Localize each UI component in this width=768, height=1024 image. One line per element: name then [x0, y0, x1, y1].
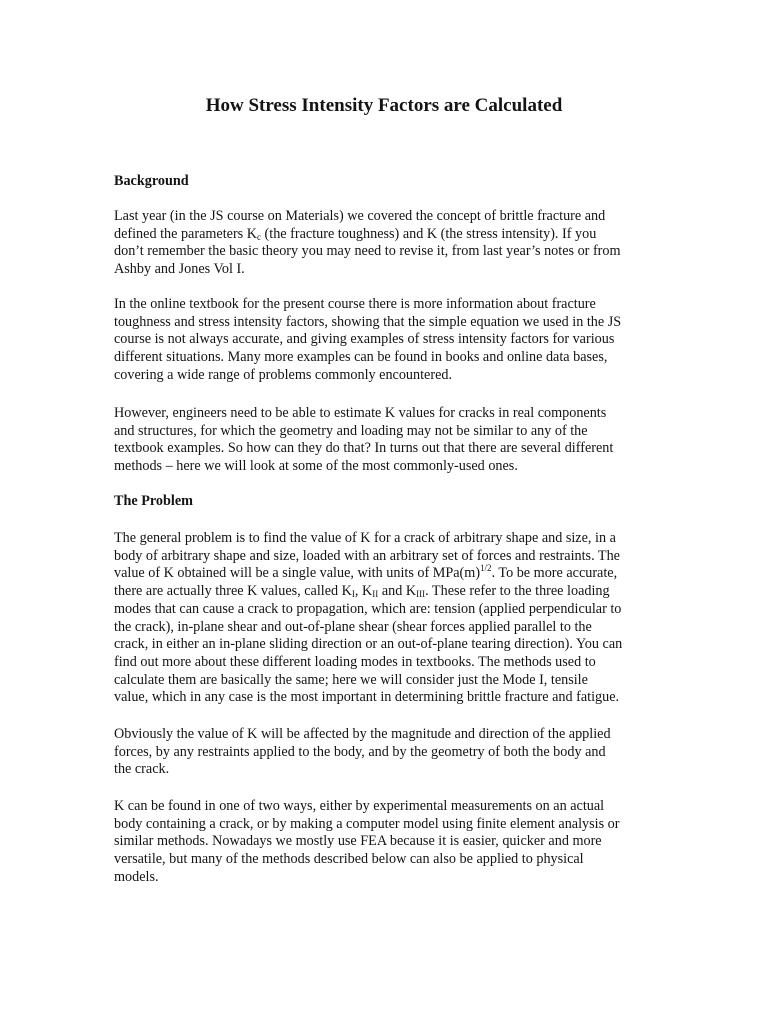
text-line: The general problem is to find the value of K for a crack of arbitrary shape and size, in a: [114, 530, 616, 546]
text-line: value, which in any case is the most important in determining brittle fracture and fatigue.: [114, 689, 620, 706]
text-line: methods – here we will look at some of the most commonly-used ones.: [114, 458, 518, 475]
paragraph-background-1: [114, 208, 714, 279]
text-line: calculate them are basically the same; here we will consider just the Mode I, tensile: [114, 671, 588, 688]
text-line: In the online textbook for the present course there is more information about fracture: [114, 296, 596, 312]
paragraph-background-3: [114, 405, 714, 476]
section-heading-problem: The Problem: [114, 493, 193, 509]
text-line: find out more about these different loading modes in textbooks. The methods used to: [114, 653, 596, 670]
text-line: versatile, but many of the methods described below can also be applied to physical: [114, 851, 584, 868]
text-line: Ashby and Jones Vol I.: [114, 261, 245, 278]
text-line: modes that can cause a crack to propagation, which are: tension (applied perpendicular to: [114, 600, 622, 617]
text-line: Last year (in the JS course on Materials) we covered the concept of brittle fracture and: [114, 208, 606, 224]
paragraph-background-2: [114, 296, 714, 385]
text-line: Obviously the value of K will be affected by the magnitude and direction of the applied: [114, 726, 611, 742]
text-line: body of arbitrary shape and size, loaded with an arbitrary set of forces and restraints. The: [114, 547, 620, 564]
paragraph-problem-2: [114, 726, 714, 779]
text-line: covering a wide range of problems commonly encountered.: [114, 366, 453, 383]
subscript: III: [416, 589, 426, 600]
document-title: How Stress Intensity Factors are Calculated: [205, 95, 563, 116]
text-line: defined the parameters $K_c$ (the fracture toughness) and K (the stress intensity). If you: [114, 225, 597, 242]
text-line: different situations. Many more examples can be found in books and online data bases,: [114, 349, 608, 366]
text-line: the crack), in-plane shear and out-of-plane shear (shear forces applied parallel to the: [114, 618, 592, 635]
subscript: I: [351, 589, 355, 600]
text-line: similar methods. Nowadays we mostly use FEA because it is easier, quicker and more: [114, 833, 602, 850]
text-line: textbook examples. So how can they do that? In turns out that there are several different: [114, 440, 614, 457]
subscript: c: [257, 231, 261, 242]
text-line: However, engineers need to be able to estimate K values for cracks in real components: [114, 405, 607, 421]
paragraph-problem-3: [114, 798, 714, 887]
text-line: the crack.: [114, 761, 170, 778]
superscript: 1/2: [480, 563, 492, 574]
text-line: there are actually three K values, called $K_I$, $K_{II}$ and $K_{III}$. These refer to the three loading: [114, 583, 610, 600]
paragraph-problem-1: [114, 530, 714, 707]
text-line: don’t remember the basic theory you may need to revise it, from last year’s notes or from: [114, 243, 621, 260]
section-heading-background: Background: [114, 173, 189, 189]
text-line: body containing a crack, or by making a computer model using finite element analysis or: [114, 815, 620, 832]
text-line: value of K obtained will be a single value, with units of $MPa(m)^{1/2}$. To be more accurate,: [114, 563, 618, 582]
text-line: course is not always accurate, and giving examples of stress intensity factors for various: [114, 331, 615, 348]
text-line: forces, by any restraints applied to the body, and by the geometry of both the body and: [114, 743, 606, 760]
subscript: II: [372, 589, 379, 600]
text-line: toughness and stress intensity factors, showing that the simple equation we used in the JS: [114, 313, 622, 330]
text-line: models.: [114, 868, 159, 885]
text-line: and structures, for which the geometry and loading may not be similar to any of the: [114, 422, 588, 439]
text-line: K can be found in one of two ways, either by experimental measurements on an actual: [114, 798, 605, 814]
text-line: crack, in either an in-plane sliding direction or an out-of-plane tearing direction). You can: [114, 636, 623, 653]
